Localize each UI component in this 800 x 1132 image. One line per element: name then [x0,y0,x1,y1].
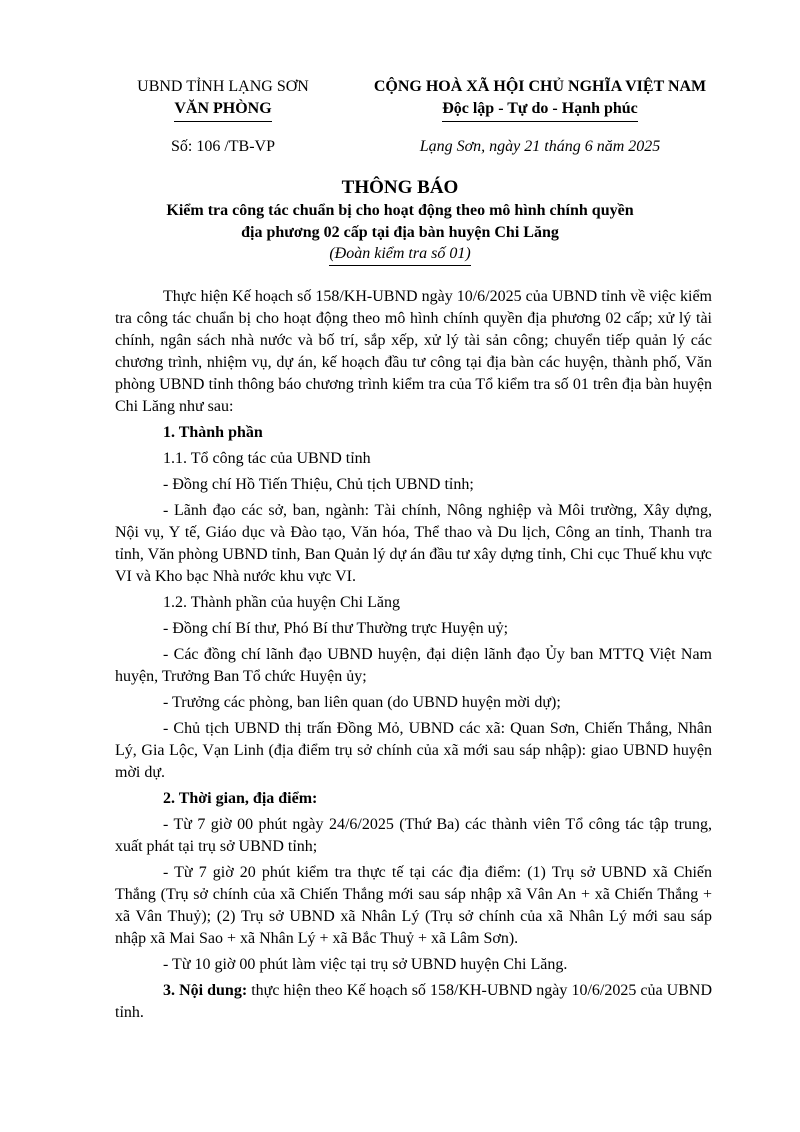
office-name: VĂN PHÒNG [174,98,271,122]
document-subject-line-2: địa phương 02 cấp tại địa bàn huyện Chi Lăng [241,224,559,241]
agency-name: UBND TỈNH LẠNG SƠN [137,78,309,95]
section-1-2-item-a: - Đồng chí Bí thư, Phó Bí thư Thường trực Huyện uỷ; [163,620,509,637]
document-title-block [100,176,700,266]
document-subject-line-1: Kiểm tra công tác chuẩn bị cho hoạt động theo mô hình chính quyền [166,202,634,219]
section-2-item-c: - Từ 10 giờ 00 phút làm việc tại trụ sở UBND huyện Chi Lăng. [163,956,568,973]
section-2-item-a: - Từ 7 giờ 00 phút ngày 24/6/2025 (Thứ Ba) các thành viên Tổ công tác tập trung, xuất phát tại trụ sở UBND tỉnh; [115,816,712,855]
inspection-team-label: (Đoàn kiểm tra số 01) [329,244,470,266]
section-1-2-item-c: - Trưởng các phòng, ban liên quan (do UBND huyện mời dự); [163,694,561,711]
section-2-heading: 2. Thời gian, địa điểm: [163,790,318,807]
document-date: Lạng Sơn, ngày 21 tháng 6 năm 2025 [419,138,661,155]
section-3-text: thực hiện theo Kế hoạch số 158/KH-UBND ngày 10/6/2025 của UBND tỉnh. [115,982,712,1021]
section-1-1-item-b: - Lãnh đạo các sở, ban, ngành: Tài chính, Nông nghiệp và Môi trường, Xây dựng, Nội vụ, Y tế, Giáo dục và Đào tạo, Văn hóa, Thể thao và Du lịch, Công an tỉnh, Thanh tra tỉnh, Văn phòng UBND tỉnh, Ban Quản lý dự án đầu tư xây dựng tỉnh, Chi cục Thuế khu vực VI và Kho bạc Nhà nước khu vực VI. [115,502,712,585]
nation-name: CỘNG HOÀ XÃ HỘI CHỦ NGHĨA VIỆT NAM [373,78,707,95]
issuer-header [118,76,328,158]
section-1-2-item-d: - Chủ tịch UBND thị trấn Đồng Mỏ, UBND các xã: Quan Sơn, Chiến Thắng, Nhân Lý, Gia Lộc, Vạn Linh (địa điểm trụ sở chính của xã mới sau sáp nhập): giao UBND huyện mời dự. [115,720,712,781]
national-header [340,76,740,158]
document-title: THÔNG BÁO [341,177,459,198]
national-motto: Độc lập - Tự do - Hạnh phúc [442,98,638,122]
section-1-2-heading: 1.2. Thành phần của huyện Chi Lăng [163,594,400,611]
section-1-1-heading: 1.1. Tổ công tác của UBND tỉnh [163,450,371,467]
section-2-item-b: - Từ 7 giờ 20 phút kiểm tra thực tế tại các địa điểm: (1) Trụ sở UBND xã Chiến Thắng (Trụ sở chính của xã Chiến Thắng mới sau sáp nhập xã Vân An + xã Chiến Thắng + xã Vân Thuỷ); (2) Trụ sở UBND xã Nhân Lý (Trụ sở chính của xã Nhân Lý mới sau sáp nhập xã Mai Sao + xã Nhân Lý + xã Bắc Thuỷ + xã Lâm Sơn). [115,864,712,947]
document-number: Số: 106 /TB-VP [170,138,275,155]
intro-paragraph: Thực hiện Kế hoạch số 158/KH-UBND ngày 10/6/2025 của UBND tỉnh về việc kiểm tra công tác chuẩn bị cho hoạt động theo mô hình chính quyền địa phương 02 cấp; xử lý tài chính, ngân sách nhà nước và bố trí, sắp xếp, xử lý tài sản công; chuyển tiếp quản lý các chương trình, nhiệm vụ, dự án, kế hoạch đầu tư công tại địa bàn các huyện, thành phố, Văn phòng UBND tỉnh thông báo chương trình kiểm tra của Tổ kiểm tra số 01 trên địa bàn huyện Chi Lăng như sau: [115,288,712,415]
document-body [115,286,712,1028]
section-3-heading: 3. Nội dung: [163,982,248,999]
section-1-1-item-a: - Đồng chí Hồ Tiến Thiệu, Chủ tịch UBND tỉnh; [163,476,474,493]
section-3-paragraph [115,980,712,1024]
section-1-heading: 1. Thành phần [163,424,263,441]
section-1-2-item-b: - Các đồng chí lãnh đạo UBND huyện, đại diện lãnh đạo Ủy ban MTTQ Việt Nam huyện, Trưởng Ban Tổ chức Huyện ủy; [115,646,712,685]
